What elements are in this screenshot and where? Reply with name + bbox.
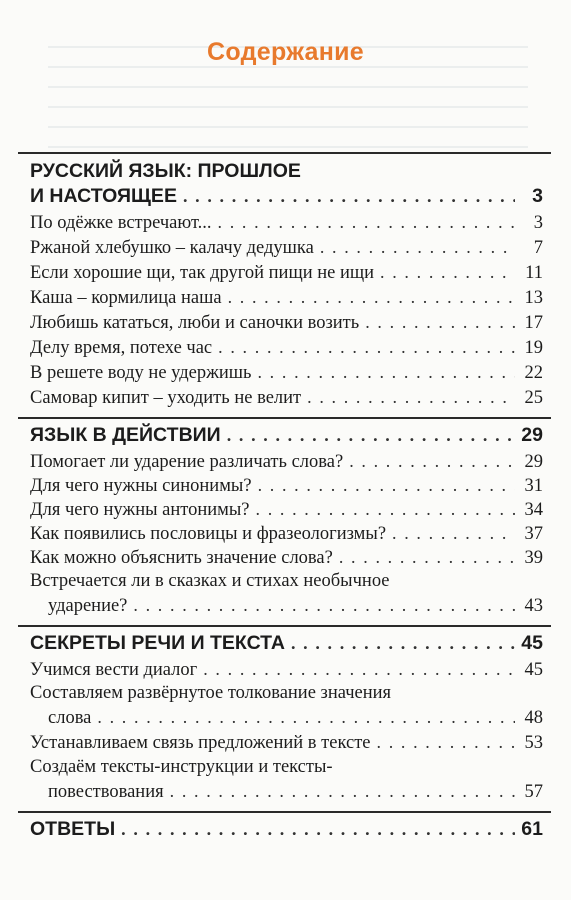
page-number: 22 (524, 363, 543, 383)
page-title: Содержание (206, 38, 365, 66)
entry-title: По одёжке встречают... (30, 213, 212, 233)
page-number: 48 (524, 708, 543, 728)
entry-title: Как появились пословицы и фразеологизмы? (30, 524, 387, 544)
toc-entry[interactable] (30, 362, 543, 384)
section-heading: СЕКРЕТЫ РЕЧИ И ТЕКСТА (30, 632, 285, 654)
entry-title: Устанавливаем связь предложений в тексте (30, 733, 371, 753)
section-heading: ЯЗЫК В ДЕЙСТВИИ (30, 424, 221, 446)
toc-entry[interactable] (30, 387, 543, 409)
toc-entry[interactable] (30, 547, 543, 569)
section-divider (18, 417, 551, 419)
section-divider (18, 625, 551, 627)
dot-leader (349, 451, 515, 472)
page-number: 37 (524, 524, 543, 544)
page-number: 7 (533, 238, 543, 258)
entry-title-line2: повествования (48, 782, 164, 802)
section-heading: ОТВЕТЫ (30, 818, 116, 840)
toc-section-entry[interactable] (30, 632, 543, 655)
dot-leader (307, 387, 515, 408)
dot-leader (218, 337, 515, 358)
page-number: 13 (524, 288, 543, 308)
page-number: 53 (524, 733, 543, 753)
section-heading: И НАСТОЯЩЕЕ (30, 185, 177, 207)
toc-entry[interactable] (48, 707, 543, 729)
bleed-through-line (48, 146, 528, 148)
page-number: 29 (521, 424, 543, 446)
entry-title: Делу время, потехе час (30, 338, 213, 358)
entry-title-line2: слова (48, 708, 92, 728)
dot-leader (377, 732, 516, 753)
toc-section-entry[interactable] (30, 185, 543, 208)
entry-title: Помогает ли ударение различать слова? (30, 452, 344, 472)
dot-leader (170, 781, 515, 802)
dot-leader (227, 425, 515, 446)
page-number: 34 (524, 500, 543, 520)
bleed-through-line (48, 106, 528, 108)
toc-entry[interactable] (30, 451, 543, 473)
entry-title: В решете воду не удержишь (30, 363, 252, 383)
entry-title: Как можно объяснить значение слова? (30, 548, 333, 568)
toc-section-entry[interactable] (30, 818, 543, 841)
entry-title: Любишь кататься, люби и саночки возить (30, 313, 360, 333)
dot-leader (339, 547, 515, 568)
entry-title: Если хорошие щи, так другой пищи не ищи (30, 263, 375, 283)
toc-entry[interactable] (30, 475, 543, 497)
toc-entry[interactable] (30, 659, 543, 681)
entry-title-line1[interactable]: Встречается ли в сказках и стихах необычное (30, 571, 390, 591)
toc-section-entry[interactable] (30, 424, 543, 447)
entry-title-line1[interactable]: Составляем развёрнутое толкование значения (30, 683, 392, 703)
dot-leader (365, 312, 515, 333)
dot-leader (256, 499, 516, 520)
page-number: 3 (532, 185, 543, 207)
entry-title-line2: ударение? (48, 596, 128, 616)
page-number: 61 (521, 818, 543, 840)
entry-title: Ржаной хлебушко – калачу дедушка (30, 238, 314, 258)
toc-entry[interactable] (48, 781, 543, 803)
toc-entry[interactable] (30, 732, 543, 754)
dot-leader (97, 707, 515, 728)
section-divider (18, 811, 551, 813)
toc-entry[interactable] (30, 337, 543, 359)
toc-entry[interactable] (30, 523, 543, 545)
dot-leader (218, 212, 515, 233)
entry-title: Для чего нужны антонимы? (30, 500, 250, 520)
dot-leader (257, 362, 515, 383)
dot-leader (121, 819, 515, 840)
page-number: 43 (524, 596, 543, 616)
entry-title-line1[interactable]: Создаём тексты-инструкции и тексты- (30, 757, 333, 777)
toc-entry[interactable] (30, 312, 543, 334)
page-number: 11 (525, 263, 543, 283)
page-number: 29 (524, 452, 543, 472)
section-heading-line1: РУССКИЙ ЯЗЫК: ПРОШЛОЕ (30, 160, 301, 182)
entry-title: Каша – кормилица наша (30, 288, 222, 308)
dot-leader (133, 595, 515, 616)
page-number: 39 (524, 548, 543, 568)
bleed-through-line (48, 126, 528, 128)
toc-entry[interactable] (30, 499, 543, 521)
page-number: 3 (533, 213, 543, 233)
page-number: 31 (524, 476, 543, 496)
dot-leader (228, 287, 515, 308)
toc-entry[interactable] (30, 262, 543, 284)
section-divider (18, 152, 551, 154)
entry-title: Для чего нужны синонимы? (30, 476, 252, 496)
page-number: 25 (524, 388, 543, 408)
entry-title: Учимся вести диалог (30, 660, 198, 680)
bleed-through-line (48, 86, 528, 88)
page-number: 45 (524, 660, 543, 680)
dot-leader (183, 186, 515, 207)
dot-leader (203, 659, 515, 680)
dot-leader (380, 262, 515, 283)
page-number: 17 (524, 313, 543, 333)
page-number: 57 (524, 782, 543, 802)
toc-entry[interactable] (48, 595, 543, 617)
toc-entry[interactable] (30, 287, 543, 309)
entry-title: Самовар кипит – уходить не велит (30, 388, 302, 408)
dot-leader (258, 475, 515, 496)
page-number: 19 (524, 338, 543, 358)
dot-leader (291, 633, 515, 654)
dot-leader (320, 237, 515, 258)
dot-leader (392, 523, 515, 544)
page-number: 45 (521, 632, 543, 654)
toc-entry[interactable] (30, 237, 543, 259)
toc-entry[interactable] (30, 212, 543, 234)
